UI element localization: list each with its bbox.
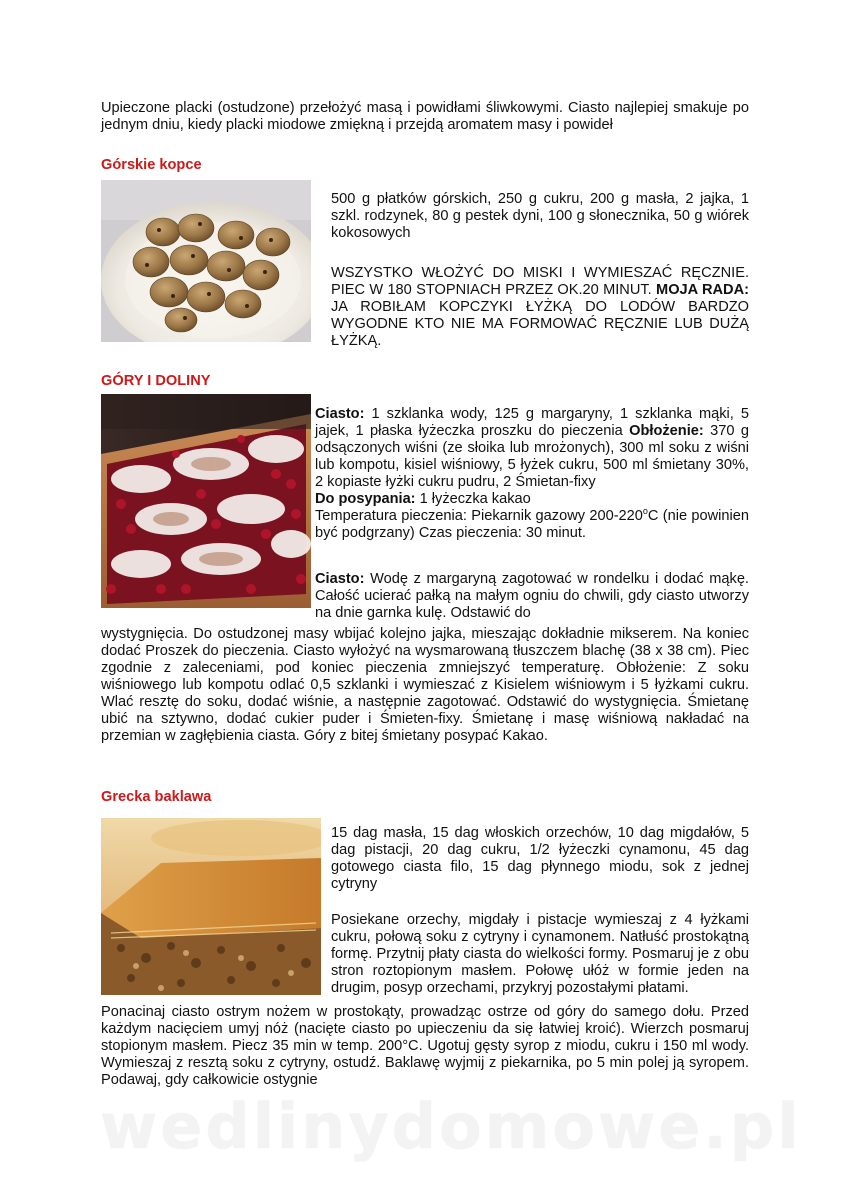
gory-dough-label: Ciasto: [315,406,365,422]
gory-method-side-text: Wodę z margaryną zagotować w rondelku i dodać mąkę. Całość ucierać pałką na małym ogniu do chwili, gdy ciasto utworzy na dnie garnka kulę. Odstawić do [315,571,749,621]
recipe-title-gory-i-doliny: GÓRY I DOLINY [101,373,211,389]
watermark: wedlinydomowe.pl [100,1090,802,1163]
gorskie-ingredients-text: 500 g płatków górskich, 250 g cukru, 200 g masła, 2 jajka, 1 szkl. rodzynek, 80 g pestek dyni, 100 g słonecznika, 50 g wiórek kokosowych [331,191,749,241]
baklawa-ingredients-text: 15 dag masła, 15 dag włoskich orzechów, 10 dag migdałów, 5 dag pistacji, 20 dag cukru, 1/2 łyżeczki cynamonu, 45 dag gotowego ciasta filo, 15 dag płynnego miodu, sok z jednej cytryny [331,825,749,892]
gorskie-method [331,265,749,350]
gory-temperature-b: C (nie powinien być podgrzany) Czas pieczenia: 30 minut. [315,508,750,541]
baklawa-method-full-text: Ponacinaj ciasto ostrym nożem w prostokąty, prowadząc ostrze od góry do samego dołu. Przed każdym nacięciem umyj nóż (nacięte ciasto po upieczeniu da się łatwiej kroić). Wierzch posmaruj stopionym masłem. Piecz 35 min w temp. 200°C. Ugotuj gęsty syrop z miodu, cukru i 150 ml wody. Wymieszaj z resztą soku z cytryny, ostudź. Baklawę wyjmij z piekarnika, po 5 min polej ją syropem. Podawaj, gdy całkowicie ostygnie [101,1004,749,1088]
gory-method-full-text: wystygnięcia. Do ostudzonej masy wbijać kolejno jajka, mieszając dokładnie mikserem. Na koniec dodać Proszek do pieczenia. Ciasto wyłożyć na wysmarowaną tłuszczem blachę (38 x 38 cm). Piec zgodnie z zaleceniami, pod koniec pieczenia zmniejszyć temperaturę. Obłożenie: Z soku wiśniowego lub kompotu odlać 0,5 szklanki i wymieszać z Kisielem wiśniowym i 5 łyżkami cukru. Wlać resztę do soku, dodać wiśnie, a następnie zagotować. Odstawić do wystygnięcia. Śmietanę ubić na sztywno, dodać cukier puder i Śmieten-fixy. Śmietanę i masę wiśniową nakładać na przemian w zagłębienia ciasta. Góry z bitej śmietany posypać Kakao. [101,626,749,744]
intro-paragraph: Upieczone placki (ostudzone) przełożyć masą i powidłami śliwkowymi. Ciasto najlepiej smakuje po jednym dniu, kiedy placki miodowe zmiękną i przejdą aromatem masy i powideł [101,100,749,133]
baklawa-method-side [331,912,749,997]
gory-sprinkle-text: 1 łyżeczka kakao [419,491,531,507]
cherry-cake-photo [101,394,311,608]
gory-sprinkle-label: Do posypania: [315,491,416,507]
gory-topping-label: Obłożenie: [629,423,704,439]
gory-topping-text: 370 g odsączonych wiśni (ze słoika lub mrożonych), 300 ml soku z wiśni lub kompotu, kisiel wiśniowy, 5 łyżek cukru, 500 ml śmietany 30%, 2 kopiaste łyżki cukru pudru, 2 Śmietan-fixy [315,423,749,490]
baklawa-ingredients [331,825,749,893]
baklawa-method-side-text: Posiekane orzechy, migdały i pistacje wymieszaj z 4 łyżkami cukru, połową soku z cytryny i cynamonem. Natłuść prostokątną formę. Przytnij płaty ciasta do wielkości formy. Posmaruj je z obu stron roztopionym masłem. Połowę ułóż w formie jeden na drugim, posyp orzechami, przykryj pozostałymi płatami. [331,912,749,996]
recipe-title-grecka-baklawa: Grecka baklawa [101,789,212,805]
gory-dough-text: 1 szklanka wody, 125 g margaryny, 1 szklanka mąki, 5 jajek, 1 płaska łyżeczka proszku do pieczenia [315,406,749,439]
gory-method-side [315,571,749,622]
baklava-photo [101,818,321,995]
recipe-title-gorskie-kopce: Górskie kopce [101,157,202,173]
gory-temperature-a: Temperatura pieczenia: Piekarnik gazowy 200-220 [315,508,643,524]
gory-ingredients [315,406,749,542]
gorskie-ingredients [331,191,749,242]
gorskie-method-text-a: WSZYSTKO WŁOŻYĆ DO MISKI I WYMIESZAĆ RĘCZNIE. PIEC W 180 STOPNIACH PRZEZ OK.20 MINUT. [331,265,749,298]
gory-method-label: Ciasto: [315,571,365,587]
cookies-photo [101,180,311,342]
gorskie-method-text-b: JA ROBIŁAM KOPCZYKI ŁYŻKĄ DO LODÓW BARDZO WYGODNE KTO NIE MA FORMOWAĆ RĘCZNIE LUB DUŻĄ ŁYŻKĄ. [331,299,749,349]
gory-temperature-degree: o [642,506,648,517]
gorskie-tip-label: MOJA RADA: [656,282,749,298]
